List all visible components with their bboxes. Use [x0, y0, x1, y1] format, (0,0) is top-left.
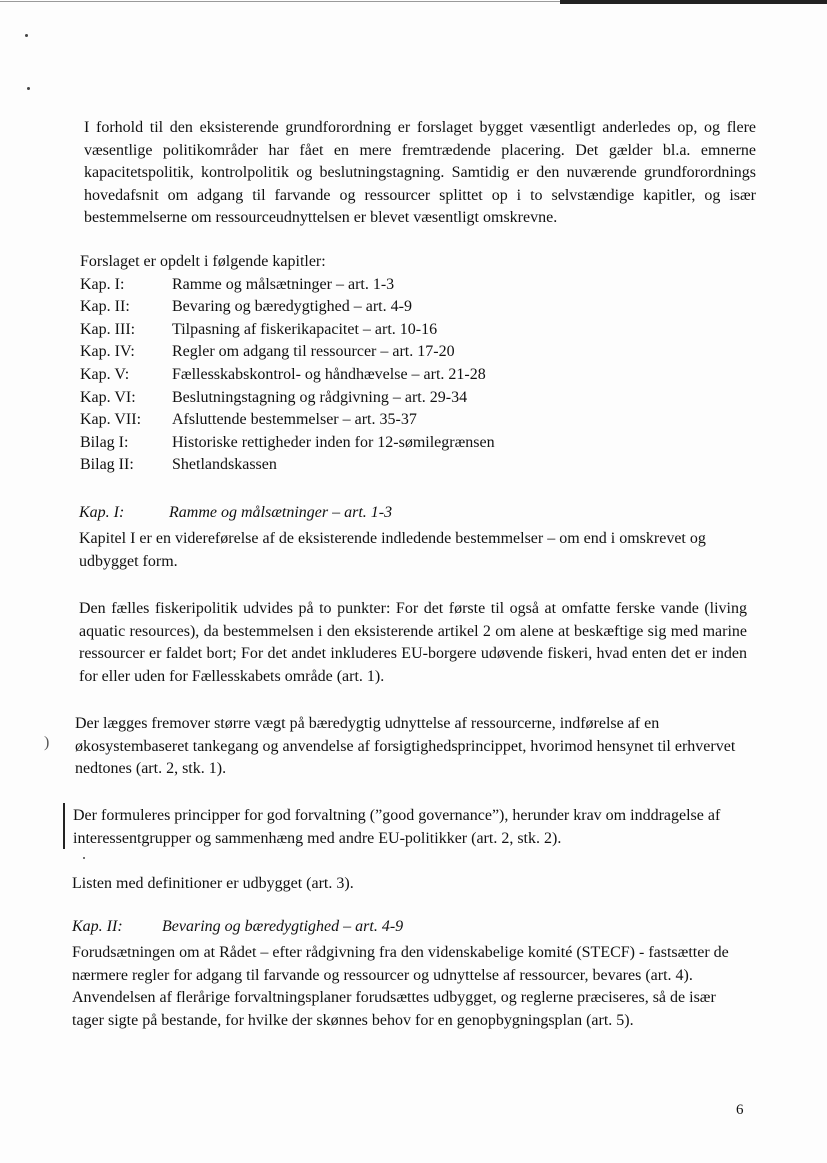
- scan-top-edge: [0, 0, 827, 6]
- outline-item: Bilag II: Shetlandskassen: [80, 456, 277, 474]
- kap2-paragraph-1: Forudsætningen om at Rådet – efter rådgivning fra den videnskabelige komité (STECF) - fastsætter de nærmere regler for adgang til farvande og ressourcer og udnyttelse af ressourcer, bevares (art. 4). Anvendelsen af flerårige forvaltningsplaner forudsættes udbygget, og reglerne præciseres, så de især tager sigte på bestande, for hvilke der skønnes behov for en genopbygningsplan (art. 5).: [72, 944, 729, 1029]
- kap1-paragraph-5: Listen med definitioner er udbygget (art. 3).: [72, 875, 354, 892]
- outline-item: Kap. III: Tilpasning af fiskerikapacitet – art. 10-16: [80, 320, 438, 338]
- outline-item: Kap. II: Bevaring og bæredygtighed – art. 4-9: [80, 298, 412, 316]
- kap1-heading: Kap. I: Ramme og målsætninger – art. 1-3: [79, 504, 393, 521]
- outline-item: Kap. VI: Beslutningstagning og rådgivning – art. 29-34: [80, 388, 468, 406]
- outline-item: Kap. V: Fællesskabskontrol- og håndhævelse – art. 21-28: [80, 365, 486, 383]
- scan-speck: [25, 34, 28, 37]
- kap1-paragraph-2: Den fælles fiskeripolitik udvides på to punkter: For det første til også at omfatte ferske vande (living aquatic resources), da bestemmelsen i den eksisterende artikel 2 om alene at beskæftige sig med marine ressourcer er faldet bort; For det andet inkluderes EU-borgere udøvende fiskeri, hvad enten det er inden for eller uden for Fællesskabets område (art. 1).: [79, 600, 747, 685]
- scan-speck: [27, 87, 30, 90]
- margin-mark: ): [44, 734, 50, 751]
- kap1-paragraph-4: Der formuleres principper for god forvaltning (”good governance”), herunder krav om inddragelse af interessentgrupper og sammenhæng med andre EU-politikker (art. 2, stk. 2).: [73, 807, 721, 847]
- kap1-paragraph-1: Kapitel I er en videreførelse af de eksisterende indledende bestemmelser – om end i omskrevet og udbygget form.: [79, 530, 706, 570]
- kap1-paragraph-3: Der lægges fremover større vægt på bæredygtig udnyttelse af ressourcerne, indførelse af en økosystembaseret tankegang og anvendelse af forsigtighedsprincippet, hvorimod hensynet til erhvervet nedtones (art. 2, stk. 1).: [75, 715, 736, 777]
- intro-paragraph: I forhold til den eksisterende grundforordning er forslaget bygget væsentligt anderledes op, og flere væsentlige politikområder har fået en mere fremtrædende placering. Det gælder bl.a. emnerne kapacitetspolitik, kontrolpolitik og beslutningstagning. Samtidig er den nuværende grundforordnings hovedafsnit om adgang til farvande og ressourcer splittet op i to selvstændige kapitler, og især bestemmelserne om ressourceudnyttelsen er blevet væsentligt omskrevne.: [84, 119, 756, 226]
- revision-bar: [63, 803, 65, 849]
- kap2-heading: Kap. II: Bevaring og bæredygtighed – art. 4-9: [72, 918, 404, 935]
- page-number: 6: [736, 1102, 744, 1118]
- outline-item: Kap. VII: Afsluttende bestemmelser – art. 35-37: [80, 411, 417, 429]
- scan-speck: [83, 857, 85, 859]
- outline-item: Bilag I: Historiske rettigheder inden for 12-sømilegrænsen: [80, 433, 495, 451]
- outline-item: Kap. I: Ramme og målsætninger – art. 1-3: [80, 275, 395, 293]
- outline-item: Kap. IV: Regler om adgang til ressourcer – art. 17-20: [80, 343, 455, 361]
- chapter-outline: [80, 251, 680, 477]
- outline-title: Forslaget er opdelt i følgende kapitler:: [80, 253, 326, 270]
